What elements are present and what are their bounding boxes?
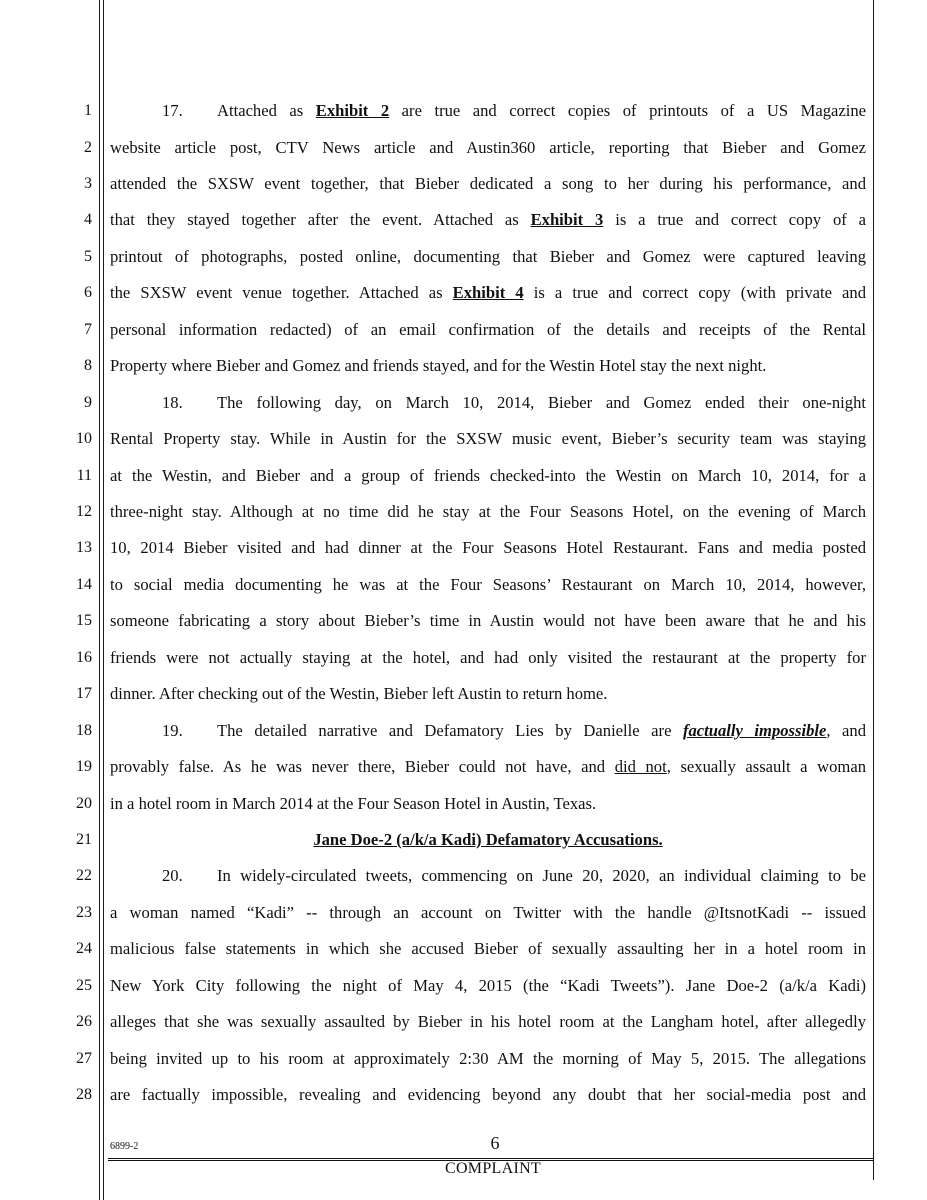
paragraph-20-line: being invited up to his room at approximately 2:30 AM the morning of May 5, 2015. The allegations xyxy=(110,1049,866,1068)
line-number: 20 xyxy=(76,795,92,812)
line-number: 9 xyxy=(84,394,92,411)
footer-rule xyxy=(108,1158,874,1159)
line-number: 5 xyxy=(84,248,92,265)
paragraph-17-line: Property where Bieber and Gomez and friends stayed, and for the Westin Hotel stay the next night. xyxy=(110,356,767,375)
paragraph-20-line: a woman named “Kadi” -- through an account on Twitter with the handle @ItsnotKadi -- issued xyxy=(110,903,866,922)
paragraph-18-line: at the Westin, and Bieber and a group of friends checked-into the Westin on March 10, 2014, for a xyxy=(110,466,866,485)
paragraph-18-line: dinner. After checking out of the Westin, Bieber left Austin to return home. xyxy=(110,684,608,703)
line-number: 2 xyxy=(84,139,92,156)
paragraph-20-line: malicious false statements in which she accused Bieber of sexually assaulting her in a hotel room in xyxy=(110,939,866,958)
line-number: 12 xyxy=(76,503,92,520)
paragraph-19-line: provably false. As he was never there, Bieber could not have, and did not, sexually assault a woman xyxy=(110,757,866,776)
paragraph-number: 17. xyxy=(162,101,183,120)
paragraph-18-line: 18. The following day, on March 10, 2014, Bieber and Gomez ended their one-night xyxy=(162,393,866,412)
paragraph-18-line: three-night stay. Although at no time did he stay at the Four Seasons Hotel, on the evening of March xyxy=(110,502,866,521)
document-title: COMPLAINT xyxy=(444,1160,542,1177)
document-id: 6899-2 xyxy=(110,1141,139,1152)
exhibit-3-reference: Exhibit 3 xyxy=(530,210,604,229)
line-number: 19 xyxy=(76,758,92,775)
line-number: 10 xyxy=(76,430,92,447)
paragraph-17-line: that they stayed together after the event. Attached as Exhibit 3 is a true and correct copy of a xyxy=(110,210,866,229)
line-number: 15 xyxy=(76,612,92,629)
line-number: 23 xyxy=(76,904,92,921)
paragraph-20-line: alleges that she was sexually assaulted by Bieber in his hotel room at the Langham hotel, after allegedly xyxy=(110,1012,866,1031)
line-number: 22 xyxy=(76,867,92,884)
emphasis-did-not: did not xyxy=(614,757,667,776)
paragraph-number: 18. xyxy=(162,393,183,412)
line-number: 25 xyxy=(76,977,92,994)
line-number: 16 xyxy=(76,649,92,666)
line-number: 4 xyxy=(84,211,92,228)
page-number: 6 xyxy=(490,1133,500,1153)
line-number: 18 xyxy=(76,722,92,739)
left-margin-rule-inner xyxy=(103,0,104,1200)
line-number: 3 xyxy=(84,175,92,192)
section-heading: Jane Doe-2 (a/k/a Kadi) Defamatory Accusations. xyxy=(313,830,663,849)
line-number: 1 xyxy=(84,102,92,119)
line-number: 27 xyxy=(76,1050,92,1067)
paragraph-17-line: attended the SXSW event together, that Bieber dedicated a song to her during his performance, and xyxy=(110,174,866,193)
paragraph-17-line: website article post, CTV News article and Austin360 article, reporting that Bieber and Gomez xyxy=(110,138,866,157)
paragraph-20-line: New York City following the night of May 4, 2015 (the “Kadi Tweets”). Jane Doe-2 (a/k/a Kadi) xyxy=(110,976,866,995)
paragraph-18-line: to social media documenting he was at the Four Seasons’ Restaurant on March 10, 2014, however, xyxy=(110,575,866,594)
line-number: 21 xyxy=(76,831,92,848)
paragraph-17-line: personal information redacted) of an email confirmation of the details and receipts of the Rental xyxy=(110,320,866,339)
paragraph-19-line: in a hotel room in March 2014 at the Four Season Hotel in Austin, Texas. xyxy=(110,794,597,813)
line-number: 8 xyxy=(84,357,92,374)
line-number: 6 xyxy=(84,284,92,301)
paragraph-number: 19. xyxy=(162,721,183,740)
line-number: 24 xyxy=(76,940,92,957)
paragraph-17-line: the SXSW event venue together. Attached as Exhibit 4 is a true and correct copy (with private and xyxy=(110,283,867,302)
line-number: 7 xyxy=(84,321,92,338)
paragraph-number: 20. xyxy=(162,866,183,885)
emphasis-factually-impossible: factually impossible xyxy=(682,721,827,740)
line-number: 11 xyxy=(76,467,92,484)
paragraph-18-line: someone fabricating a story about Bieber’s time in Austin would not have been aware that he and his xyxy=(110,611,866,630)
line-number: 13 xyxy=(76,539,92,556)
line-number: 26 xyxy=(76,1013,92,1030)
paragraph-17-line: printout of photographs, posted online, documenting that Bieber and Gomez were captured leaving xyxy=(110,247,866,266)
left-margin-rule-outer xyxy=(99,0,100,1200)
exhibit-2-reference: Exhibit 2 xyxy=(315,101,390,120)
paragraph-20-line: 20. In widely-circulated tweets, commencing on June 20, 2020, an individual claiming to be xyxy=(162,866,866,885)
line-number: 17 xyxy=(76,685,92,702)
paragraph-17-line: 17. Attached as Exhibit 2 are true and correct copies of printouts of a US Magazine xyxy=(162,101,866,120)
right-margin-rule xyxy=(873,0,874,1180)
line-number: 14 xyxy=(76,576,92,593)
line-number: 28 xyxy=(76,1086,92,1103)
paragraph-18-line: 10, 2014 Bieber visited and had dinner at the Four Seasons Hotel Restaurant. Fans and media posted xyxy=(110,538,866,557)
paragraph-20-line: are factually impossible, revealing and evidencing beyond any doubt that her social-media post and xyxy=(110,1085,866,1104)
paragraph-18-line: Rental Property stay. While in Austin for the SXSW music event, Bieber’s security team was staying xyxy=(110,429,866,448)
paragraph-19-line: 19. The detailed narrative and Defamatory Lies by Danielle are factually impossible, and xyxy=(162,721,866,740)
paragraph-18-line: friends were not actually staying at the hotel, and had only visited the restaurant at the property for xyxy=(110,648,866,667)
exhibit-4-reference: Exhibit 4 xyxy=(452,283,524,302)
